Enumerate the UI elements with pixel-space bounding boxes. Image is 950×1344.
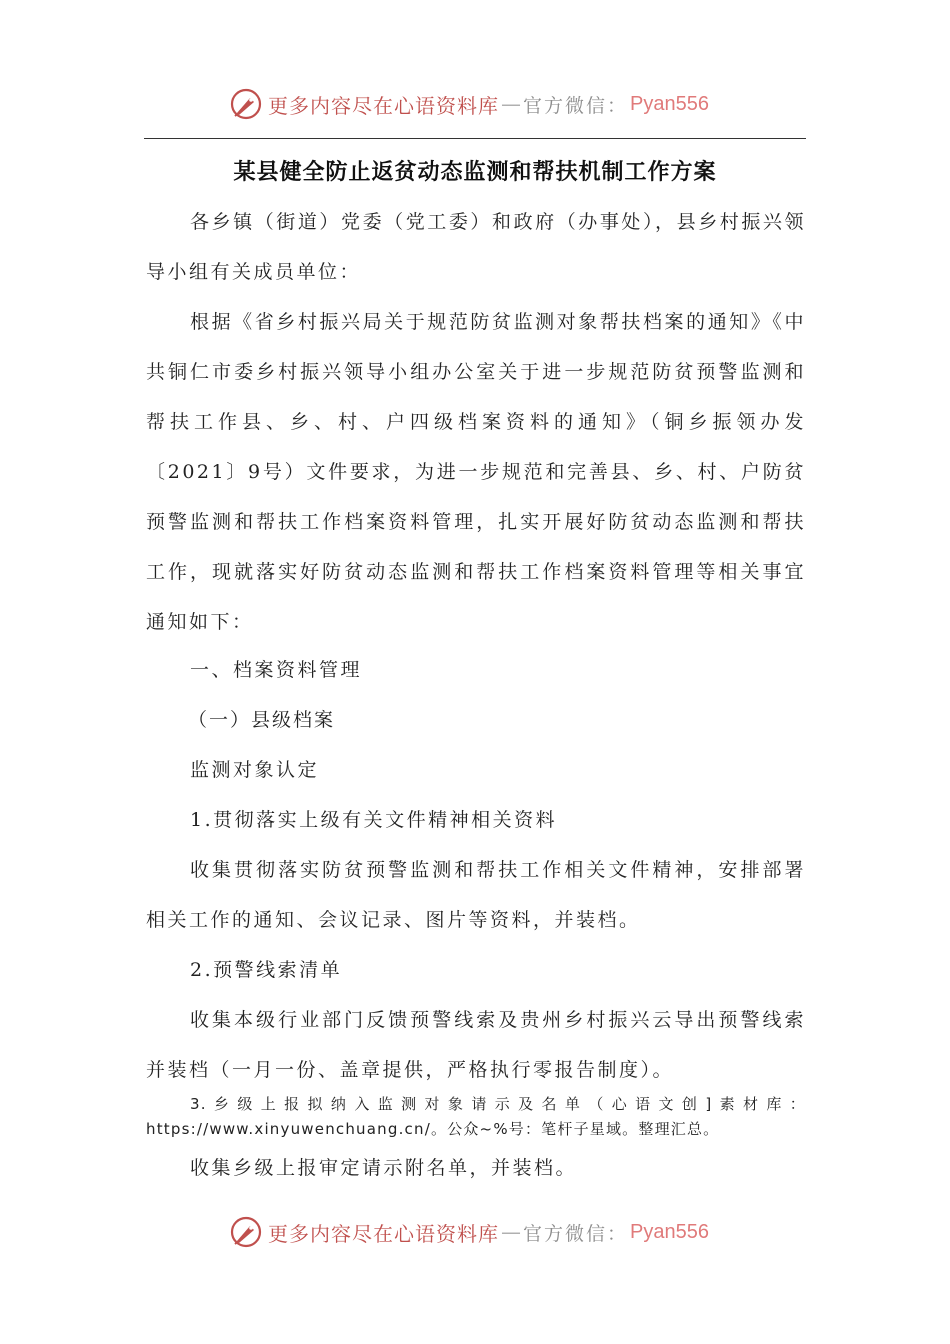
watermark-wechat-id: Pyan556 xyxy=(630,92,709,115)
watermark-official-label: 官方微信： xyxy=(523,94,629,117)
page-title: 某县健全防止返贫动态监测和帮扶机制工作方案 xyxy=(233,160,717,185)
subheading: 监测对象认定 xyxy=(190,759,320,781)
item-3-body: 收集乡级上报审定请示附名单，并装档。 xyxy=(190,1157,578,1179)
watermark-official-label: 官方微信： xyxy=(523,1222,629,1245)
header-divider xyxy=(144,138,806,139)
salutation-paragraph: 各乡镇（街道）党委（党工委）和政府（办事处），县乡村振兴领导小组有关成员单位： xyxy=(146,211,806,283)
watermark-banner-top xyxy=(228,84,728,124)
item-1-body: 收集贯彻落实防贫预警监测和帮扶工作相关文件精神，安排部署相关工作的通知、会议记录、图片等资料，并装档。 xyxy=(146,859,806,931)
pen-nib-icon xyxy=(228,1214,264,1250)
watermark-banner-bottom xyxy=(228,1212,728,1252)
item-2-body: 收集本级行业部门反馈预警线索及贵州乡村振兴云导出预警线索并装档（一月一份、盖章提供，严格执行零报告制度）。 xyxy=(146,1009,806,1081)
section-heading: 一、档案资料管理 xyxy=(190,659,363,681)
subsection-heading: （一）县级档案 xyxy=(188,709,336,731)
pen-nib-icon xyxy=(228,86,264,122)
item-1-title: 1.贯彻落实上级有关文件精神相关资料 xyxy=(190,809,558,831)
watermark-text: 更多内容尽在心语资料库 xyxy=(268,93,499,118)
item-3-title: 3.乡级上报拟纳入监测对象请示及名单（心语文创]素材库：https://www.xinyuwenchuang.cn/。公众~%号：笔杆子星域。整理汇总。 xyxy=(146,1095,806,1138)
watermark-dash: — xyxy=(501,1220,521,1244)
watermark-dash: — xyxy=(501,92,521,116)
watermark-wechat-id: Pyan556 xyxy=(630,1220,709,1243)
intro-paragraph: 根据《省乡村振兴局关于规范防贫监测对象帮扶档案的通知》《中共铜仁市委乡村振兴领导小组办公室关于进一步规范防贫预警监测和帮扶工作县、乡、村、户四级档案资料的通知》（铜乡振领办发〔2021〕9号）文件要求，为进一步规范和完善县、乡、村、户防贫预警监测和帮扶工作档案资料管理，扎实开展好防贫动态监测和帮扶工作，现就落实好防贫动态监测和帮扶工作档案资料管理等相关事宜通知如下： xyxy=(146,311,806,633)
watermark-text: 更多内容尽在心语资料库 xyxy=(268,1221,499,1246)
item-2-title: 2.预警线索清单 xyxy=(190,959,343,981)
